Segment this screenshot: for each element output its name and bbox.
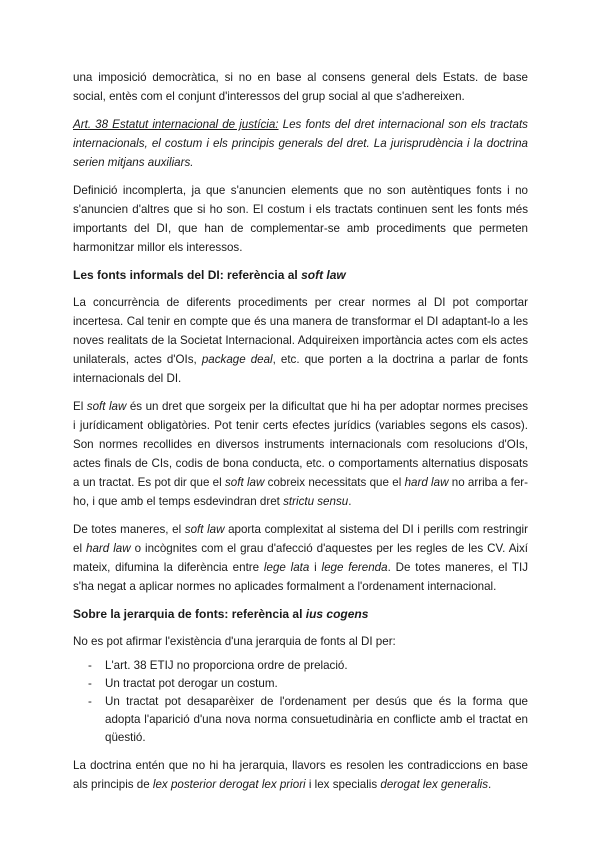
italic-term: soft law bbox=[225, 476, 265, 489]
heading-ius-cogens bbox=[73, 605, 528, 623]
text-run: La doctrina entén que no hi ha jerarquia, llavors es resolen les contradiccions en base als principis de bbox=[73, 759, 528, 791]
quote-text: Les fonts del dret internacional son els tractats internacionals, el costum i els principis generals del dret. La jurisprudència i la doctrina serien mitjans auxiliars. bbox=[73, 118, 528, 169]
paragraph-soft-law-definition bbox=[73, 397, 528, 511]
heading-ius-cogens-term: ius cogens bbox=[305, 607, 369, 621]
list-item-text: L'art. 38 ETIJ no proporciona ordre de prelació. bbox=[105, 659, 348, 672]
text-run: . bbox=[348, 495, 352, 508]
italic-term: strictu sensu bbox=[283, 495, 349, 508]
heading-ius-cogens-text: Sobre la jerarquia de fonts: referència al bbox=[73, 607, 306, 621]
list-item bbox=[73, 693, 528, 747]
text-run: aporta complexitat al sistema del DI i perills com restringir el bbox=[73, 523, 528, 555]
italic-term: hard law bbox=[404, 476, 449, 489]
paragraph-concurrence bbox=[73, 293, 528, 388]
text-run: o incògnites com el grau d'afecció d'aquestes per les regles de les CV. Així mateix, difumina la diferència entre bbox=[73, 542, 529, 574]
text-run: De totes maneres, el bbox=[73, 523, 185, 536]
italic-term: soft law bbox=[86, 400, 127, 413]
text-run: . bbox=[488, 778, 492, 791]
italic-term: lege lata bbox=[263, 561, 310, 574]
dash-bullet-icon: - bbox=[88, 659, 92, 672]
italic-term: lege ferenda bbox=[321, 561, 388, 574]
heading-soft-law-term: soft law bbox=[301, 268, 346, 282]
text-run: . De totes maneres, el TIJ s'ha negat a aplicar normes no aplicades formalment a l'ordenament internacional. bbox=[73, 561, 528, 593]
list-item-text: Un tractat pot desaparèixer de l'ordenament per desús que és la forma que adopta l'aparició d'una nova norma consuetudinària en conflicte amb el tractat en qüestió. bbox=[105, 695, 528, 744]
italic-term: hard law bbox=[86, 542, 131, 555]
italic-term: package deal bbox=[201, 353, 273, 366]
text-run: i lex specialis bbox=[305, 778, 381, 791]
hierarchy-reasons-list bbox=[73, 657, 528, 747]
paragraph-hierarchy-intro: No es pot afirmar l'existència d'una jerarquia de fonts al DI per: bbox=[73, 635, 396, 648]
text-run: cobreix necessitats que el bbox=[264, 476, 405, 489]
text-run: i bbox=[309, 561, 322, 574]
document-body bbox=[73, 68, 528, 803]
list-item bbox=[73, 657, 528, 675]
italic-term: derogat lex generalis bbox=[380, 778, 489, 791]
paragraph-soft-law-complexity bbox=[73, 520, 528, 596]
heading-soft-law-text: Les fonts informals del DI: referència al bbox=[73, 268, 302, 282]
text-run: no arriba a fer-ho, i que amb el temps esdevindran dret bbox=[73, 476, 528, 508]
heading-soft-law bbox=[73, 266, 528, 284]
quote-art-38 bbox=[73, 115, 528, 172]
list-item bbox=[73, 675, 528, 693]
text-run: El bbox=[73, 400, 87, 413]
list-item-text: Un tractat pot derogar un costum. bbox=[105, 677, 278, 690]
italic-term: soft law bbox=[184, 523, 225, 536]
quote-reference: Art. 38 Estatut internacional de justícia: bbox=[73, 118, 279, 131]
paragraph-intro: una imposició democràtica, si no en base al consens general dels Estats. de base social, entès com el conjunt d'interessos del grup social al que s'adhereixen. bbox=[73, 71, 528, 103]
text-run: , etc. que porten a la doctrina a parlar de fonts internacionals del DI. bbox=[73, 353, 528, 385]
dash-bullet-icon: - bbox=[88, 695, 92, 708]
text-run: és un dret que sorgeix per la dificultat que hi ha per adoptar normes precises i jurídicament obligatòries. Pot tenir certs efectes jurídics (variables segons els casos). Son normes recollides en diversos instruments internacionals com resolucions d'OIs, actes finals de CIs, codis de bona conducta, etc. o comportaments alternatius disposats a un tractat. Es pot dir que el bbox=[73, 400, 528, 489]
paragraph-definition: Definició incomplerta, ja que s'anuncien elements que no son autèntiques fonts i no s'anuncien d'altres que si ho son. El costum i els tractats continuen sent les fonts més importants del DI, que han de complementar-se amb procediments que permeten harmonitzar millor els interessos. bbox=[73, 184, 528, 254]
paragraph-doctrine bbox=[73, 756, 528, 794]
dash-bullet-icon: - bbox=[88, 677, 92, 690]
italic-term: lex posterior derogat lex priori bbox=[152, 778, 306, 791]
text-run: La concurrència de diferents procediments per crear normes al DI pot comportar incertesa. Cal tenir en compte que és una manera de transformar el DI adaptant-lo a les noves realitats de la Societat Internacional. Adquireixen importància actes com els actes unilaterals, actes d'OIs, bbox=[73, 296, 528, 366]
